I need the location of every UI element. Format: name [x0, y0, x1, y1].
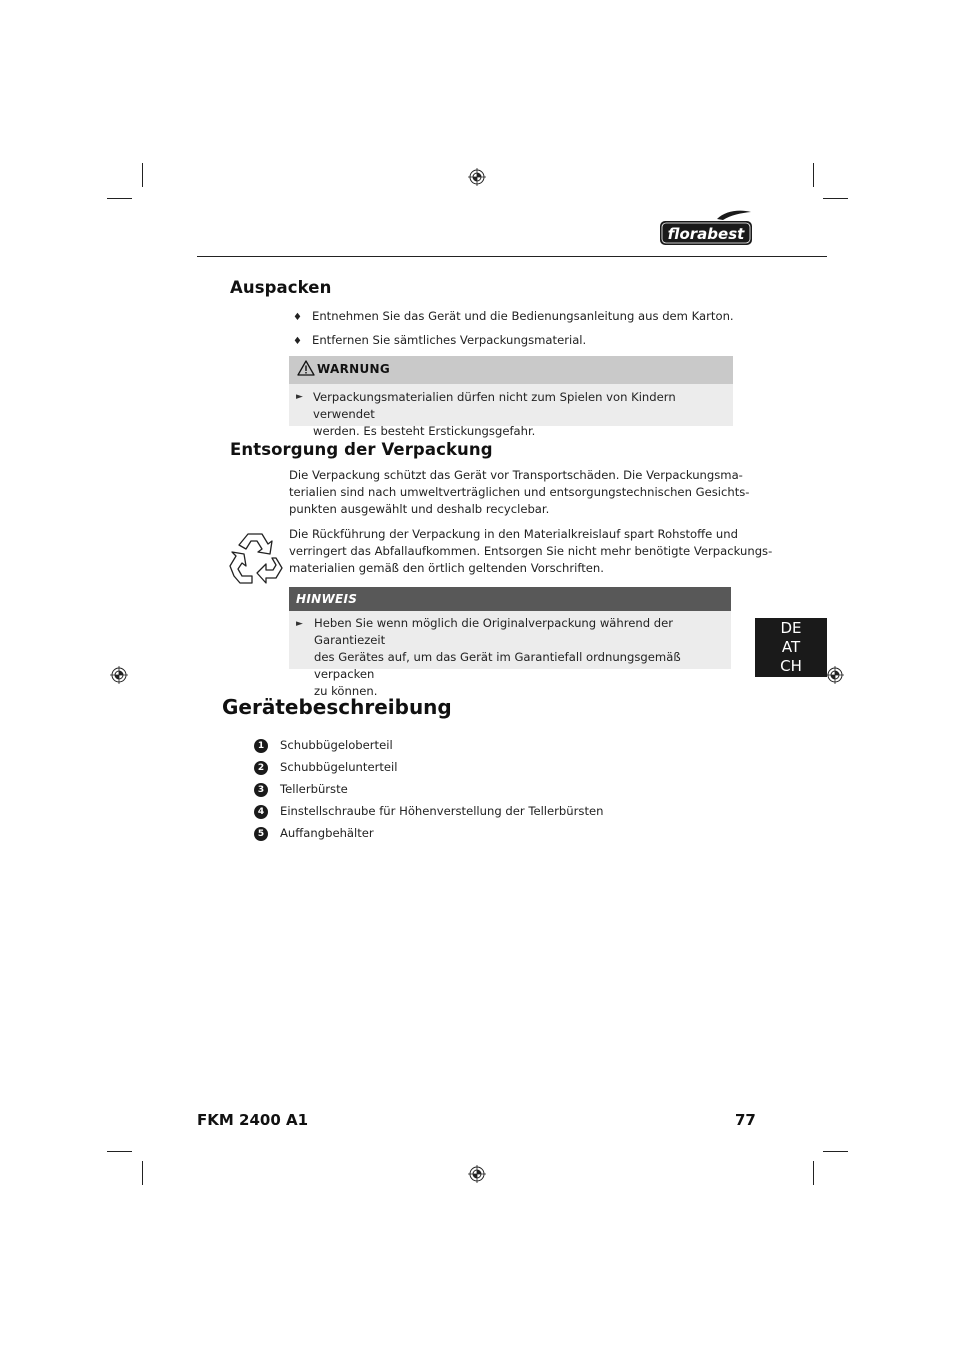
- part-number-badge: 3: [254, 783, 268, 797]
- crop-mark: [813, 163, 814, 187]
- part-label: Schubbügelunterteil: [280, 760, 398, 774]
- country-code: DE: [780, 619, 802, 637]
- part-number-badge: 5: [254, 827, 268, 841]
- warning-header: [289, 356, 733, 384]
- diamond-bullet-icon: ♦: [293, 312, 302, 323]
- crop-mark: [107, 198, 132, 199]
- list-item: [293, 332, 586, 350]
- text-line: des Gerätes auf, um das Gerät im Garantiefall ordnungsgemäß verpacken: [314, 650, 681, 681]
- section-title-geraetebeschreibung: Gerätebeschreibung: [222, 695, 452, 719]
- paragraph: [289, 526, 772, 577]
- paragraph: [289, 467, 749, 518]
- text-line: verringert das Abfallaufkommen. Entsorgen Sie nicht mehr benötigte Verpackungs-: [289, 544, 773, 558]
- section-title-entsorgung: Entsorgung der Verpackung: [230, 440, 493, 459]
- brand-name: florabest: [667, 225, 745, 243]
- part-label: Schubbügeloberteil: [280, 738, 393, 752]
- hint-text: [314, 615, 731, 700]
- text-line: Die Verpackung schützt das Gerät vor Transportschäden. Die Verpackungsma-: [289, 468, 743, 482]
- part-number-badge: 2: [254, 761, 268, 775]
- text-line: Die Rückführung der Verpackung in den Materialkreislauf spart Rohstoffe und: [289, 527, 738, 541]
- diamond-bullet-icon: ♦: [293, 336, 302, 347]
- part-number-badge: 1: [254, 739, 268, 753]
- page-number: 77: [735, 1111, 756, 1129]
- warning-triangle-icon: [297, 360, 315, 376]
- registration-mark-icon: [468, 1165, 486, 1183]
- warning-text: [313, 389, 733, 440]
- footer-model: FKM 2400 A1: [197, 1111, 309, 1129]
- part-label: Einstellschraube für Höhenverstellung der Tellerbürsten: [280, 804, 604, 818]
- registration-mark-icon: [110, 666, 128, 684]
- hint-box: [289, 587, 731, 698]
- country-code: AT: [781, 638, 801, 656]
- hint-title: HINWEIS: [296, 592, 358, 606]
- text-line: punkten ausgewählt und deshalb recyclebar.: [289, 502, 550, 516]
- part-label: Tellerbürste: [280, 782, 348, 796]
- recycle-icon: [226, 528, 284, 584]
- text-line: terialien sind nach umweltverträglichen und entsorgungstechnischen Gesichts-: [289, 485, 750, 499]
- crop-mark: [142, 1161, 143, 1185]
- text-line: materialien gemäß den örtlich geltenden Vorschriften.: [289, 561, 604, 575]
- registration-mark-icon: [468, 168, 486, 186]
- crop-mark: [107, 1151, 132, 1152]
- text-line: zu können.: [314, 684, 378, 698]
- text-line: Heben Sie wenn möglich die Originalverpackung während der Garantiezeit: [314, 616, 674, 647]
- warning-box: [289, 356, 733, 438]
- bullet-text: Entfernen Sie sämtliches Verpackungsmaterial.: [312, 333, 587, 347]
- crop-mark: [823, 198, 848, 199]
- section-title-auspacken: Auspacken: [230, 278, 332, 297]
- list-item: [293, 308, 734, 326]
- hint-header: [289, 587, 731, 611]
- registration-mark-icon: [826, 666, 844, 684]
- florabest-logo: [659, 209, 753, 247]
- part-label: Auffangbehälter: [280, 826, 374, 840]
- country-code: CH: [780, 657, 802, 675]
- arrow-bullet-icon: ►: [296, 392, 303, 402]
- country-tab: [755, 618, 827, 677]
- text-line: werden. Es besteht Erstickungsgefahr.: [313, 424, 536, 438]
- crop-mark: [142, 163, 143, 187]
- crop-mark: [823, 1151, 848, 1152]
- warning-title: WARNUNG: [317, 362, 391, 376]
- crop-mark: [813, 1161, 814, 1185]
- text-line: Verpackungsmaterialien dürfen nicht zum Spielen von Kindern verwendet: [313, 390, 676, 421]
- header-rule: [197, 256, 827, 257]
- arrow-bullet-icon: ►: [296, 619, 303, 629]
- part-number-badge: 4: [254, 805, 268, 819]
- bullet-text: Entnehmen Sie das Gerät und die Bedienungsanleitung aus dem Karton.: [312, 309, 734, 323]
